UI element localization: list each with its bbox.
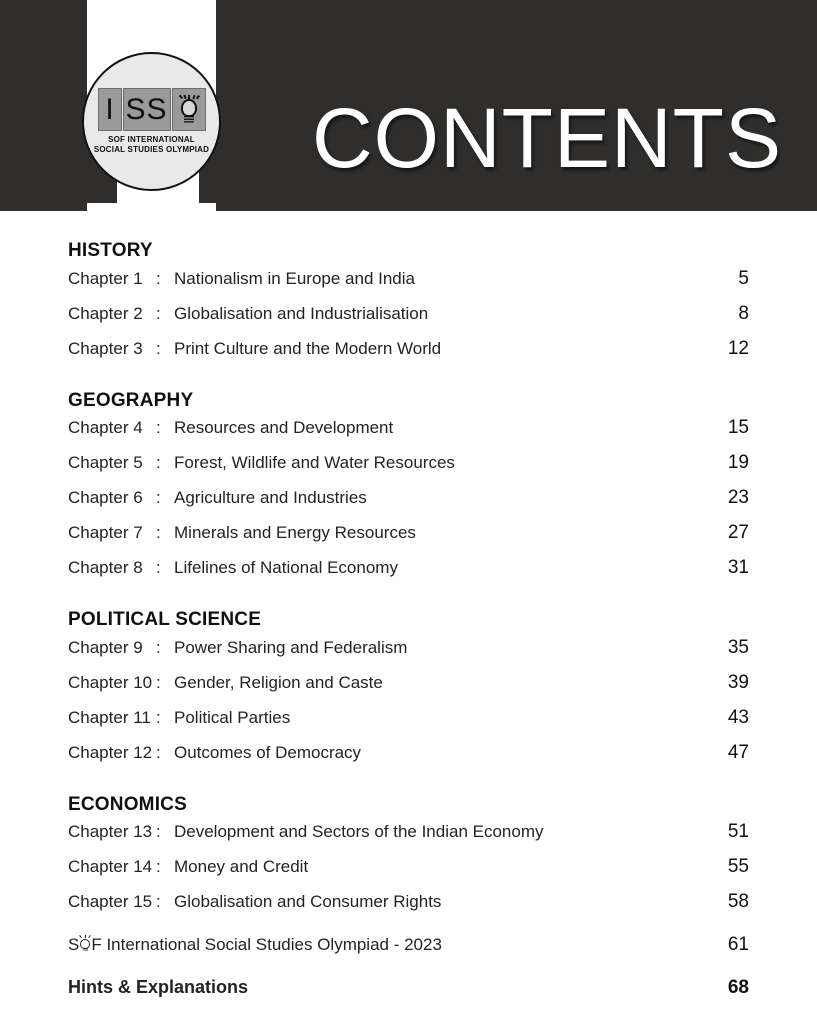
toc-row-hints[interactable]: [68, 977, 749, 1012]
chapter-separator: :: [156, 742, 161, 762]
chapter-title: Globalisation and Consumer Rights: [174, 892, 442, 911]
chapter-label: Chapter 1: [68, 268, 143, 288]
toc-row[interactable]: [68, 707, 749, 742]
header-ribbon-foot: [87, 203, 216, 211]
isso-tile-ss: SS: [123, 88, 171, 131]
chapter-title: Development and Sectors of the Indian Economy: [174, 822, 544, 841]
chapter-separator: :: [156, 672, 161, 692]
lightbulb-base: [83, 948, 88, 951]
chapter-label: Chapter 8: [68, 558, 143, 577]
chapter-title: Outcomes of Democracy: [174, 742, 362, 762]
chapter-label: Chapter 3: [68, 338, 143, 358]
lightbulb-globe: [181, 99, 197, 117]
toc-row[interactable]: [68, 522, 749, 557]
toc-row[interactable]: [68, 417, 749, 452]
sof-suffix: F International Social Studies Olympiad - 2023: [91, 935, 442, 954]
lightbulb-base: [184, 116, 194, 123]
olympiad-entry-title: [68, 934, 689, 955]
chapter-separator: :: [156, 857, 161, 876]
section-heading-geography: GEOGRAPHY: [68, 389, 194, 411]
toc-row[interactable]: [68, 487, 749, 522]
page-title: CONTENTS: [312, 91, 782, 185]
section-heading-economics: ECONOMICS: [68, 793, 187, 815]
isso-logo-subtitle-line1: SOF INTERNATIONAL: [108, 135, 195, 144]
chapter-separator: :: [156, 558, 161, 577]
isso-logo-subtitle: [94, 135, 209, 155]
chapter-title: Nationalism in Europe and India: [174, 268, 415, 288]
toc-row[interactable]: [68, 856, 749, 891]
toc-row[interactable]: [68, 268, 749, 303]
chapter-separator: :: [156, 268, 161, 288]
chapter-page: 19: [727, 452, 749, 473]
chapter-label: Chapter 10: [68, 672, 153, 692]
chapter-title: Gender, Religion and Caste: [174, 672, 383, 692]
chapter-separator: :: [156, 488, 161, 507]
chapter-page: 55: [727, 856, 749, 877]
chapter-title: Minerals and Energy Resources: [174, 523, 416, 542]
chapter-page: 58: [727, 891, 749, 912]
chapter-page: 27: [727, 522, 749, 543]
chapter-label: Chapter 14: [68, 857, 153, 876]
olympiad-entry-page: 61: [727, 934, 749, 955]
lightbulb-icon: [79, 935, 91, 951]
sof-prefix: S: [68, 935, 80, 954]
chapter-label: Chapter 4: [68, 418, 143, 437]
chapter-separator: :: [156, 822, 161, 841]
isso-logo-tiles: [98, 88, 206, 131]
toc-row[interactable]: [68, 742, 749, 777]
toc-row[interactable]: [68, 672, 749, 707]
section-heading-history: HISTORY: [68, 240, 153, 261]
chapter-label: Chapter 6: [68, 488, 143, 507]
chapter-page: 51: [727, 821, 749, 842]
chapter-title: Money and Credit: [174, 857, 309, 876]
chapter-title: Agriculture and Industries: [174, 488, 367, 507]
chapter-separator: :: [156, 418, 161, 437]
chapter-title: Political Parties: [174, 707, 291, 727]
chapter-title: Forest, Wildlife and Water Resources: [174, 453, 455, 472]
chapter-label: Chapter 7: [68, 523, 143, 542]
lightbulb-icon: [179, 95, 199, 125]
chapter-label: Chapter 15: [68, 892, 153, 911]
chapter-page: 12: [727, 337, 749, 359]
section-heading-political-science: POLITICAL SCIENCE: [68, 609, 262, 630]
chapter-separator: :: [156, 338, 161, 358]
chapter-separator: :: [156, 892, 161, 911]
chapter-title: Globalisation and Industrialisation: [174, 303, 429, 323]
chapter-page: 43: [727, 706, 749, 728]
sof-wordmark: [68, 934, 442, 955]
chapter-page: 8: [738, 302, 749, 324]
chapter-title: Print Culture and the Modern World: [174, 338, 442, 358]
chapter-label: Chapter 5: [68, 453, 143, 472]
toc-row[interactable]: [68, 557, 749, 592]
toc-row[interactable]: [68, 637, 749, 672]
isso-tile-i: I: [98, 88, 122, 131]
chapter-page: 5: [738, 267, 749, 289]
chapter-label: Chapter 9: [68, 637, 143, 657]
chapter-title: Lifelines of National Economy: [174, 558, 398, 577]
chapter-label: Chapter 12: [68, 742, 153, 762]
chapter-separator: :: [156, 637, 161, 657]
hints-entry-title: Hints & Explanations: [68, 977, 249, 997]
chapter-page: 23: [727, 487, 749, 508]
isso-logo: [82, 52, 221, 191]
toc-row[interactable]: [68, 338, 749, 373]
chapter-label: Chapter 2: [68, 303, 143, 323]
chapter-separator: :: [156, 303, 161, 323]
chapter-separator: :: [156, 707, 161, 727]
toc-row[interactable]: [68, 303, 749, 338]
chapter-page: 35: [727, 636, 749, 658]
chapter-title: Power Sharing and Federalism: [174, 637, 408, 657]
toc-row-olympiad[interactable]: [68, 934, 749, 969]
toc-row[interactable]: [68, 821, 749, 856]
chapter-separator: :: [156, 453, 161, 472]
chapter-title: Resources and Development: [174, 418, 394, 437]
chapter-page: 47: [727, 741, 749, 763]
chapter-page: 31: [727, 557, 749, 578]
chapter-page: 39: [727, 671, 749, 693]
table-of-contents: [0, 211, 817, 1012]
toc-row[interactable]: [68, 452, 749, 487]
chapter-label: Chapter 11: [68, 707, 151, 727]
chapter-separator: :: [156, 523, 161, 542]
toc-row[interactable]: [68, 891, 749, 926]
chapter-page: 15: [727, 417, 749, 438]
isso-logo-subtitle-line2: SOCIAL STUDIES OLYMPIAD: [93, 145, 210, 154]
isso-tile-o-lightbulb-icon: [172, 88, 206, 131]
chapter-label: Chapter 13: [68, 822, 153, 841]
hints-entry-page: 68: [727, 977, 749, 998]
page-header: [0, 0, 817, 211]
